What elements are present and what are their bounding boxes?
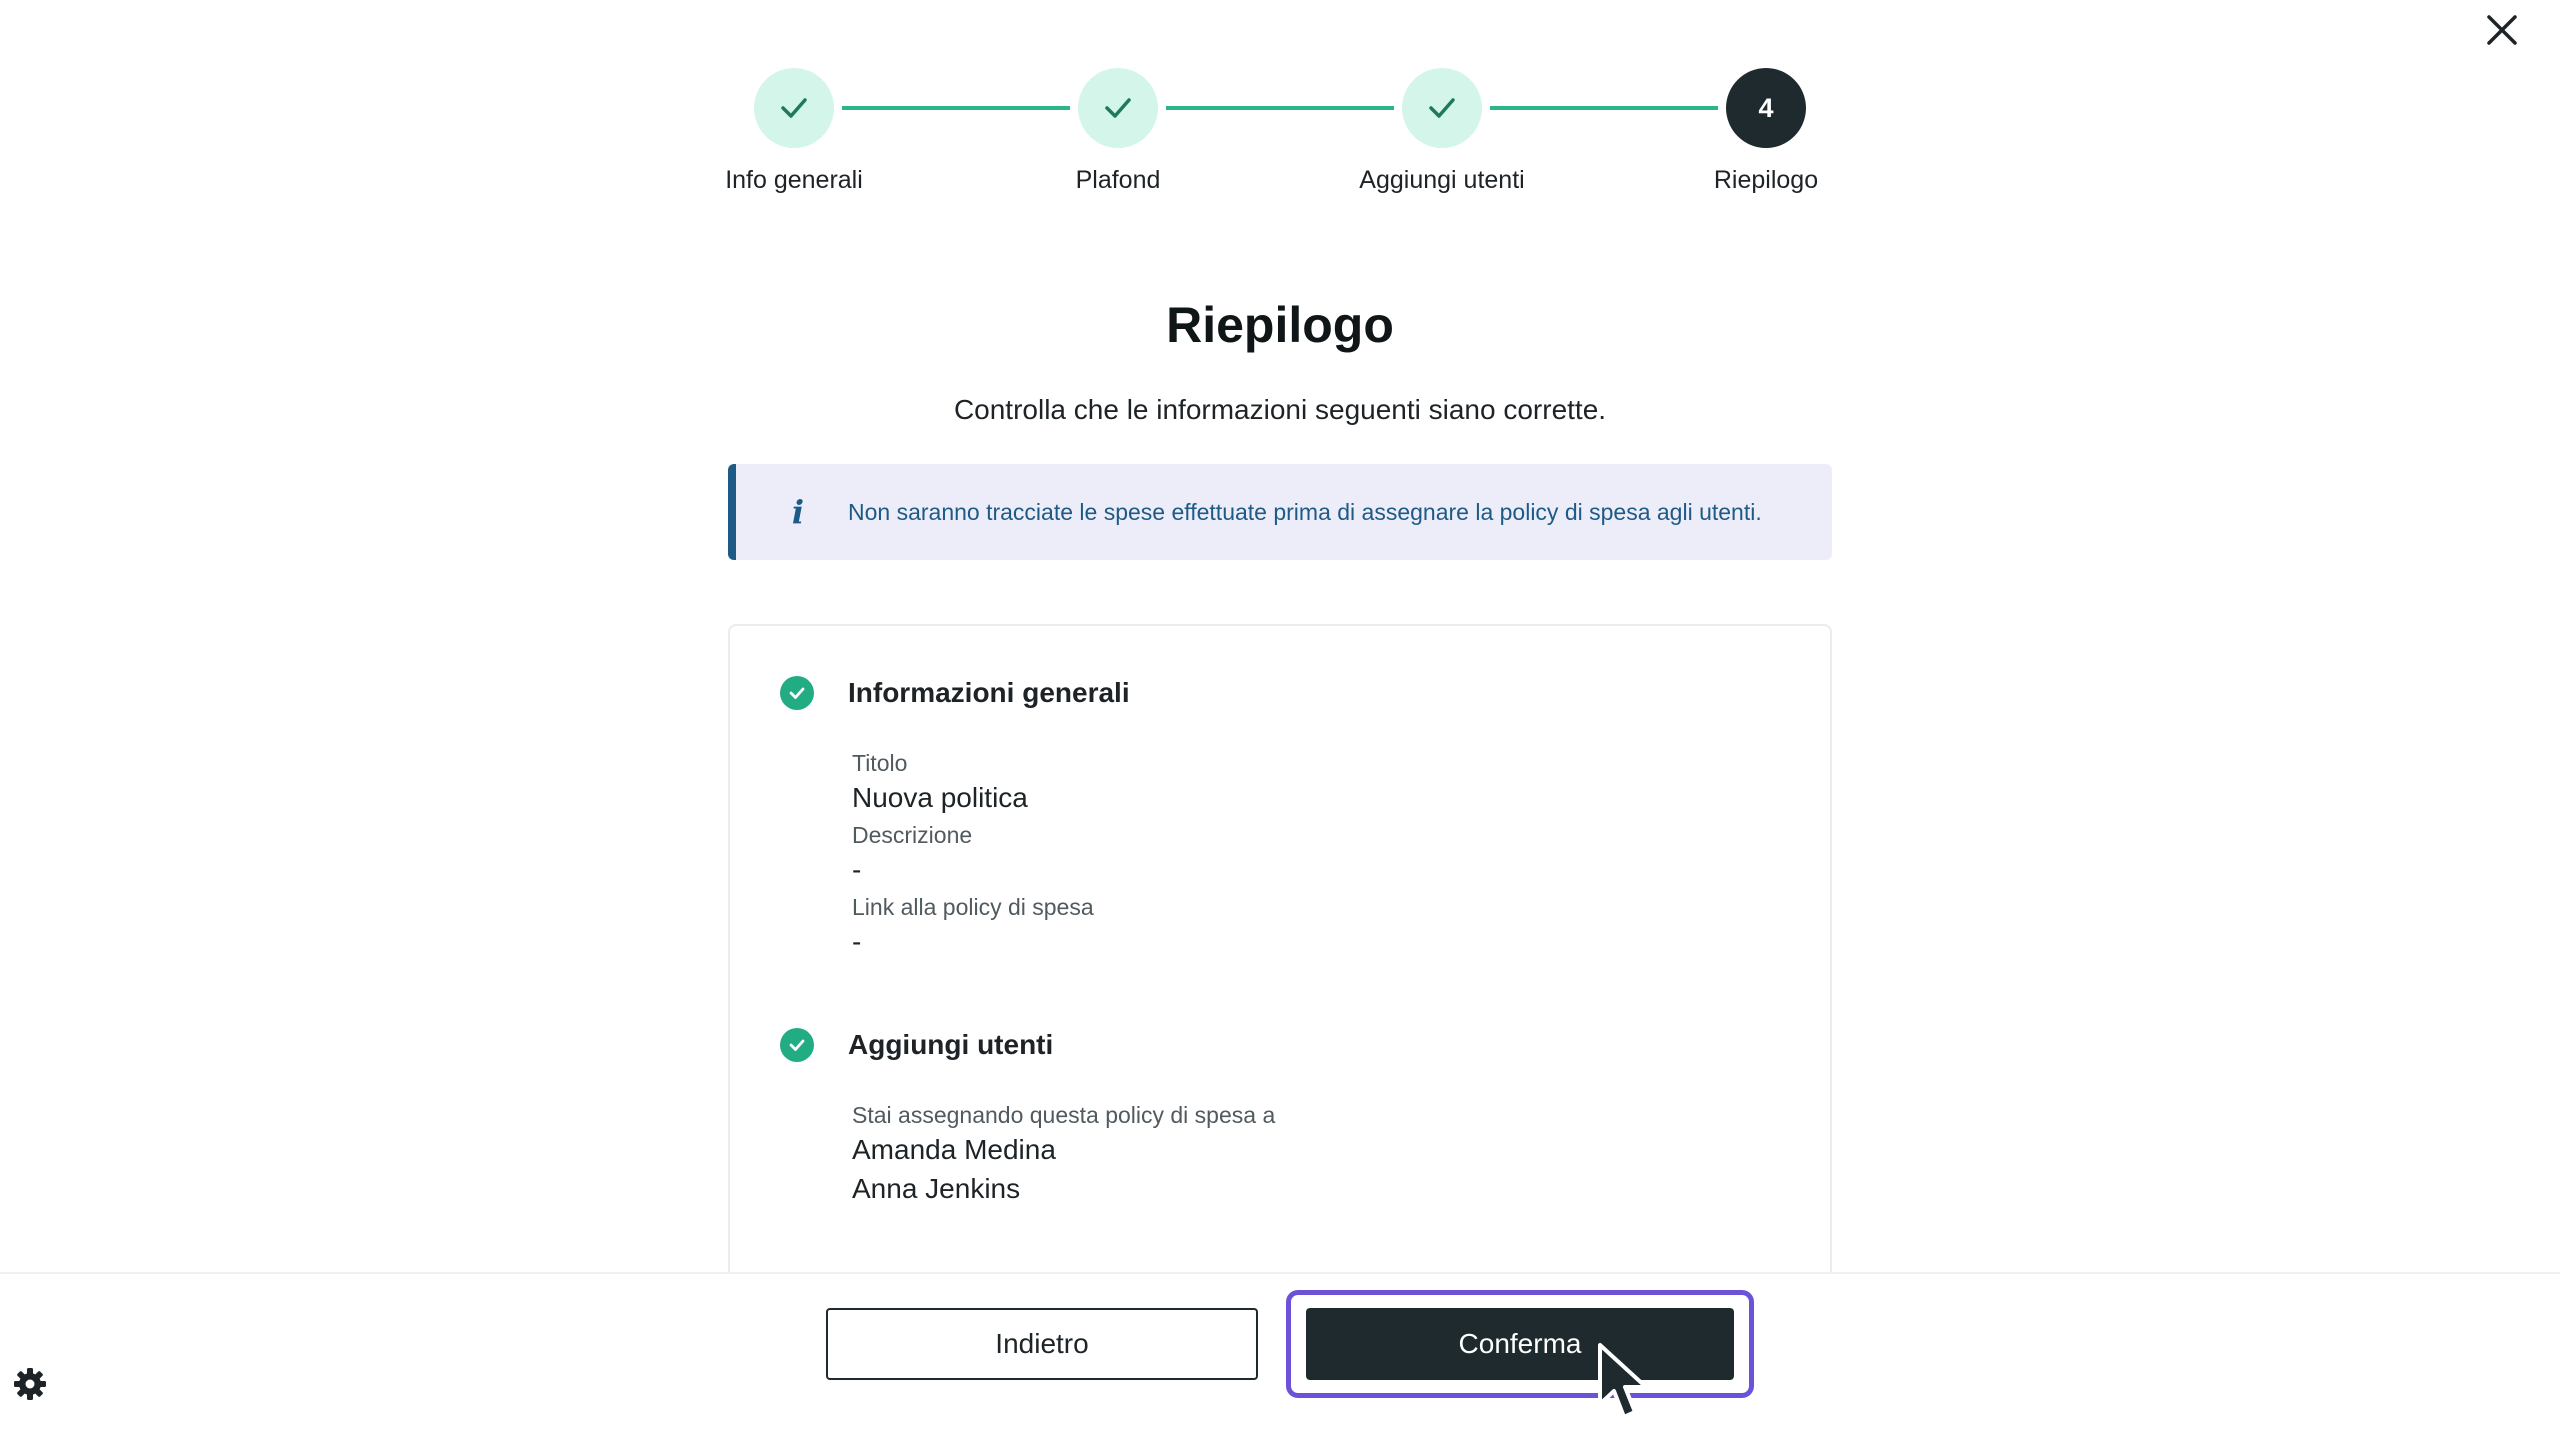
field-value-descrizione: - [852, 854, 862, 885]
progress-stepper [0, 0, 2560, 210]
field-label-link-policy: Link alla policy di spesa [852, 894, 1094, 920]
info-banner-text: Non saranno tracciate le spese effettuate prima di assegnare la policy di spesa agli utenti. [848, 498, 1762, 525]
step-3-circle[interactable] [1402, 68, 1482, 148]
mouse-cursor-icon [1596, 1342, 1666, 1424]
gear-icon[interactable] [12, 1366, 48, 1402]
field-label-titolo: Titolo [852, 750, 908, 776]
field-label-descrizione: Descrizione [852, 822, 973, 848]
section-title: Informazioni generali [848, 677, 1130, 708]
page-title: Riepilogo [1166, 297, 1394, 353]
step-number: 4 [1758, 92, 1774, 123]
user-name: Anna Jenkins [852, 1173, 1021, 1204]
section-title: Aggiungi utenti [848, 1029, 1054, 1060]
confirm-button[interactable]: Conferma [1306, 1308, 1734, 1380]
page-subtitle: Controlla che le informazioni seguenti siano corrette. [953, 394, 1607, 425]
field-value-link-policy: - [852, 926, 862, 957]
section-users-header [780, 1028, 1053, 1062]
step-2-circle[interactable] [1078, 68, 1158, 148]
user-name: Amanda Medina [852, 1134, 1056, 1165]
check-circle-icon [780, 1028, 814, 1062]
info-banner [728, 464, 1832, 560]
check-icon [1425, 91, 1459, 125]
step-connector [1490, 106, 1718, 110]
step-connector [842, 106, 1070, 110]
step-1-circle[interactable] [754, 68, 834, 148]
check-icon [777, 91, 811, 125]
step-label-info-generali: Info generali [725, 166, 863, 194]
field-value-titolo: Nuova politica [852, 782, 1028, 813]
check-circle-icon [780, 676, 814, 710]
summary-card [728, 624, 1832, 1284]
back-button[interactable]: Indietro [826, 1308, 1258, 1380]
step-label-riepilogo: Riepilogo [1713, 166, 1819, 194]
step-label-plafond: Plafond [1075, 166, 1161, 194]
step-connector [1166, 106, 1394, 110]
check-icon [1101, 91, 1135, 125]
section-general-header [780, 676, 1130, 710]
footer-bar [0, 1272, 2560, 1440]
step-4-circle [1726, 68, 1806, 148]
field-label-assigned-users: Stai assegnando questa policy di spesa a [852, 1102, 1276, 1128]
info-icon: i [791, 493, 805, 531]
step-label-aggiungi-utenti: Aggiungi utenti [1359, 166, 1525, 194]
